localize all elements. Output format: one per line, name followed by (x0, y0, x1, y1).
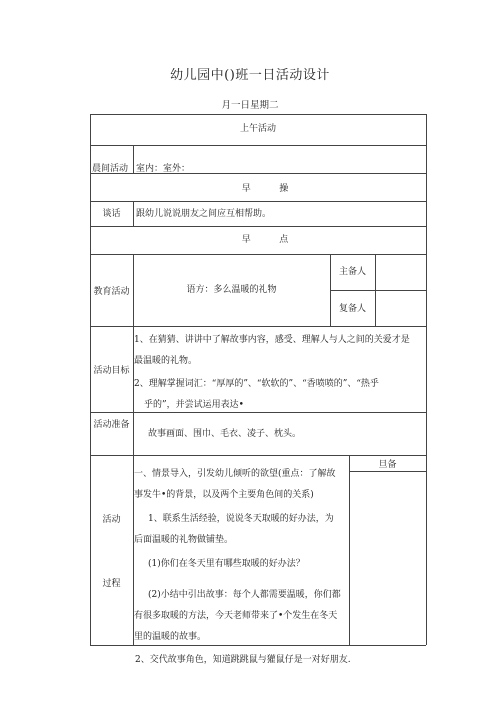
goal-line: 乎的”，并尝试运用表达• (144, 400, 244, 410)
process-continuation: 2、交代故事角色，知道跳跳鼠与獾鼠仔是一对好朋友. (135, 655, 351, 665)
row-divider (90, 412, 426, 413)
process-line: 后面温暖的礼物做铺垫。 (134, 535, 234, 545)
goal-line: 最温暖的礼物。 (134, 356, 198, 366)
table-border-top (90, 114, 426, 115)
main-preparer-label: 主备人 (338, 267, 366, 277)
table-border-bottom (90, 645, 426, 646)
morning-header: 上午活动 (239, 124, 276, 134)
process-line: (2)小结中引出故事：每个人都需要温暖，你们都 (148, 590, 341, 600)
morning-snack: 早 点 (241, 235, 289, 245)
table-border-left (90, 114, 91, 645)
teaching-subject: 语方：多么温暖的礼物 (186, 285, 277, 295)
date-line: 月一日星期二 (221, 100, 279, 111)
co-preparer-label: 复备人 (338, 304, 366, 314)
row-divider (90, 145, 426, 146)
talk-label: 谈话 (102, 209, 121, 219)
goals-label: 活动目标 (93, 366, 130, 376)
row-divider (90, 455, 426, 456)
process-label-bottom: 过程 (102, 579, 121, 589)
column-divider (375, 254, 376, 326)
row-divider (90, 226, 426, 227)
early-activity-label: 晨间活动 (92, 164, 129, 174)
process-line: (1)你们在冬天里有哪些取暖的好办法？ (148, 559, 305, 569)
column-divider (133, 145, 134, 173)
goal-line: 1、在猜猜、讲讲中了解故事内容，感受、理解人与人之间的关爱才是 (134, 335, 410, 345)
process-line: 有很多取暖的方法，今天老师带来了•个发生在冬天 (134, 611, 338, 621)
column-divider (133, 254, 134, 645)
prep-label: 活动准备 (93, 420, 130, 430)
process-label-top: 活动 (102, 515, 121, 525)
column-divider (349, 455, 350, 645)
morning-exercise: 早 操 (241, 184, 289, 194)
teaching-label: 教育活动 (93, 287, 130, 297)
process-line: 里的温暖的故事。 (134, 632, 207, 642)
goal-line: 2、理解掌握词汇：“厚厚的”、“软软的”、“香喷喷的”、“热乎 (134, 379, 379, 389)
prep-value: 故事画面、围巾、毛衣、凌子、枕头。 (148, 429, 302, 439)
row-divider (90, 201, 426, 202)
process-line: 1、联系生活经验，说说冬天取暖的好办法，为 (148, 514, 334, 524)
row-divider (330, 290, 426, 291)
column-divider (330, 254, 331, 326)
document-title: 幼儿园中()班一日活动设计 (170, 68, 330, 83)
column-divider (133, 201, 134, 226)
early-activity-value: 室内：室外： (136, 164, 191, 174)
talk-value: 跟幼儿说说朋友之间应互相帮助。 (136, 209, 272, 219)
process-line: 一、情景导入，引发幼儿倾听的欲望(重点：了解故 (134, 469, 336, 479)
process-note-header: 旦备 (378, 460, 397, 470)
table-border-right (426, 114, 427, 645)
row-divider (349, 471, 426, 472)
process-line: 事发牛•的背景，以及两个主要角色间的关系) (134, 490, 314, 500)
row-divider (90, 326, 426, 327)
